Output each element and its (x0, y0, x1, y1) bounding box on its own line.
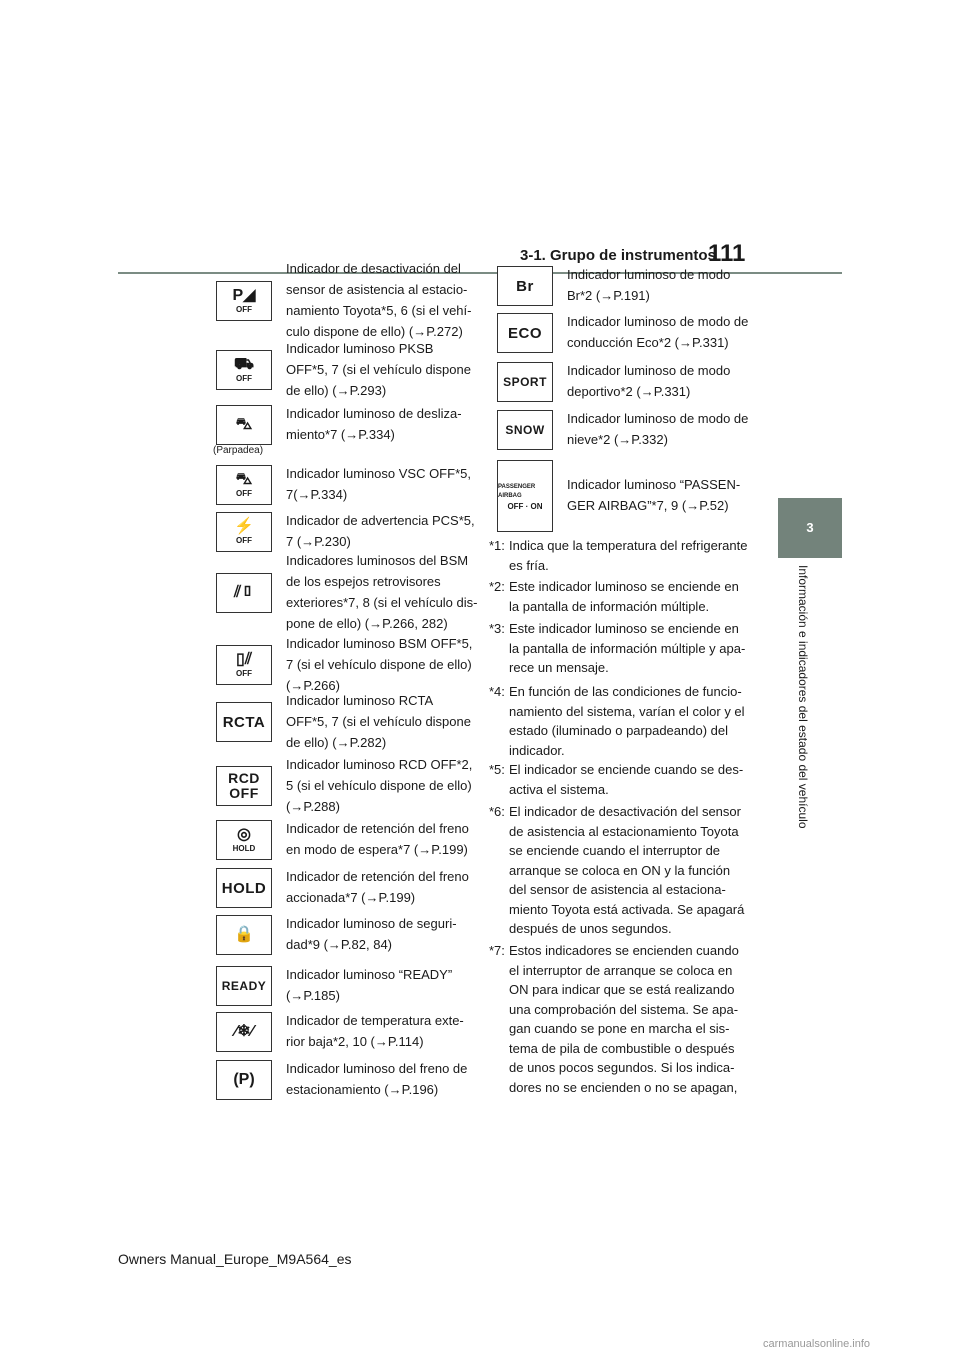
icon-glyph: P◢ (232, 287, 256, 304)
description-line: OFF*5, 7 (si el vehículo dispone (286, 361, 471, 377)
description-line: nieve*2 (→P.332) (567, 432, 668, 447)
footnote-line: Este indicador luminoso se enciende en (509, 621, 739, 636)
footnote-text (509, 536, 749, 575)
description-line: Indicador luminoso del freno de (286, 1061, 468, 1076)
br-mode-icon (497, 266, 553, 306)
description-line: Indicador luminoso VSC OFF*5, (286, 466, 471, 481)
section-title: 3-1. Grupo de instrumentos (520, 247, 716, 264)
description-line: Indicador de advertencia PCS*5, (286, 513, 475, 528)
footnote-line: activa el sistema. (509, 781, 609, 797)
icon-glyph: PASSENGER AIRBAG (498, 483, 536, 499)
vsc-off-icon (216, 465, 272, 505)
footnote-line: de asistencia al estacionamiento Toyota (509, 823, 739, 839)
footnote (489, 941, 749, 1097)
icon-glyph: SPORT (503, 375, 547, 389)
description-line: Indicador luminoso RCD OFF*2, (286, 756, 473, 772)
footnote-marker: *3: (489, 621, 505, 636)
icon-glyph: READY (221, 979, 267, 993)
description-line: Indicador luminoso de modo de (567, 411, 749, 426)
footnote-line: estado (iluminado o parpadeando) del (509, 723, 728, 738)
footnote (489, 760, 749, 799)
footnote-line: tema de pila de combustible o después (509, 1040, 735, 1056)
footnote-line: indicador. (509, 742, 565, 758)
description-line: dad*9 (→P.82, 84) (286, 937, 392, 952)
footnote-marker: *4: (489, 684, 505, 699)
indicator-description (286, 338, 481, 401)
indicator-description (286, 913, 481, 955)
footnote-line: miento Toyota está activada. Se apagará (509, 901, 745, 917)
footnote-line: ON para indicar que se está realizando (509, 982, 735, 997)
footnote-line: Indica que la temperatura del refrigerante (509, 538, 748, 553)
footnote-line: Este indicador luminoso se enciende en (509, 579, 739, 594)
icon-sub-label: OFF (236, 305, 252, 314)
description-line: GER AIRBAG”*7, 9 (→P.52) (567, 498, 729, 513)
footnote-line: una comprobación del sistema. Se apa- (509, 1001, 739, 1017)
icon-glyph: Br (516, 277, 534, 295)
icon-note: (Parpadea) (213, 445, 264, 456)
page-number: 111 (708, 240, 746, 267)
description-line: culo dispone de ello) (→P.272) (286, 324, 463, 339)
footnote (489, 802, 749, 939)
footnote (489, 536, 749, 575)
icon-glyph: (P) (233, 1070, 255, 1088)
watermark: carmanualsonline.info (763, 1338, 871, 1350)
description-line: exteriores*7, 8 (si el vehículo dis- (286, 595, 478, 610)
bsm-mirror-icon (216, 573, 272, 613)
icon-glyph: ▯⫽ (236, 651, 252, 668)
footnote-line: el interruptor de arranque se coloca en (509, 962, 733, 978)
indicator-description (286, 633, 481, 696)
parking-sensor-off-icon (216, 281, 272, 321)
footnote-line: se enciende cuando el interruptor de (509, 843, 721, 858)
icon-glyph: HOLD (221, 879, 267, 897)
description-line: en modo de espera*7 (→P.199) (286, 842, 468, 857)
footnote (489, 577, 749, 616)
icon-glyph: ECO (507, 324, 542, 342)
footnote-line: es fría. (509, 557, 549, 573)
indicator-description (286, 550, 481, 634)
footnote-text (509, 619, 749, 678)
description-line: deportivo*2 (→P.331) (567, 384, 691, 399)
icon-glyph: 🔒 (234, 925, 254, 943)
footnote-text (509, 577, 749, 616)
description-line: Indicador luminoso “READY” (286, 967, 453, 982)
description-line: OFF*5, 7 (si el vehículo dispone (286, 713, 471, 729)
pksb-off-icon (216, 350, 272, 390)
indicator-description (286, 1058, 481, 1100)
footnote-marker: *6: (489, 804, 505, 819)
indicator-description (286, 754, 481, 817)
icon-glyph: ⛟ (233, 356, 255, 373)
icon-glyph: ⚡ (234, 518, 254, 535)
indicator-description (567, 360, 767, 402)
footnote-line: arranque se coloca en ON y la función (509, 862, 731, 878)
footnote-text (509, 941, 749, 1097)
icon-glyph: RCTA (222, 713, 266, 731)
description-line: Indicador de temperatura exte- (286, 1013, 464, 1028)
footnote-line: dores no se encienden o no se apagan, (509, 1079, 738, 1095)
parking-brake-icon (216, 1060, 272, 1100)
icon-sub-label: OFF · ON (507, 501, 543, 511)
description-line: Indicador luminoso de modo (567, 267, 731, 282)
indicator-description (567, 474, 767, 516)
footnote-text (509, 760, 749, 799)
description-line: (→P.185) (286, 988, 340, 1003)
snow-mode-icon (497, 410, 553, 450)
description-line: Indicador luminoso de modo de (567, 314, 749, 329)
icon-glyph: ◎ (237, 826, 251, 843)
footnote-marker: *7: (489, 943, 505, 958)
icon-glyph: RCD (228, 770, 260, 786)
description-line: Indicador de desactivación del (286, 261, 461, 276)
description-line: de ello) (→P.293) (286, 382, 387, 398)
description-line: 7 (si el vehículo dispone de ello) (286, 656, 472, 672)
icon-sub-label: OFF (236, 374, 252, 383)
footnote-marker: *2: (489, 579, 505, 594)
description-line: estacionamiento (→P.196) (286, 1082, 439, 1097)
indicator-description (286, 258, 481, 342)
footnote-line: la pantalla de información múltiple. (509, 598, 710, 614)
chapter-tab: 3 (778, 498, 842, 558)
indicator-description (286, 463, 481, 505)
description-line: sensor de asistencia al estacio- (286, 282, 468, 297)
chapter-side-title: Información e indicadores del estado del vehículo (796, 565, 810, 829)
description-line: (→P.266) (286, 677, 340, 693)
sport-mode-icon (497, 362, 553, 402)
footnote-line: de unos pocos segundos. Si los indica- (509, 1060, 735, 1075)
icon-sub-label: OFF (236, 489, 252, 498)
footnote-line: Estos indicadores se encienden cuando (509, 943, 739, 958)
icon-glyph: ⁄❄⁄ (234, 1022, 254, 1040)
low-temperature-icon (216, 1012, 272, 1052)
indicator-description (286, 403, 481, 445)
description-line: Indicador luminoso de seguri- (286, 916, 457, 931)
description-line: Indicador luminoso “PASSEN- (567, 477, 741, 492)
footnote-marker: *1: (489, 538, 505, 553)
icon-sub-label: OFF (229, 785, 259, 801)
eco-mode-icon (497, 313, 553, 353)
description-line: namiento Toyota*5, 6 (si el vehí- (286, 303, 472, 318)
icon-glyph: SNOW (505, 423, 545, 437)
indicator-description (286, 818, 481, 860)
footnote-line: del sensor de asistencia al estaciona- (509, 882, 726, 897)
indicator-description (286, 964, 481, 1006)
ready-indicator-icon (216, 966, 272, 1006)
footnote-line: El indicador se enciende cuando se des- (509, 762, 744, 777)
brake-hold-active-icon (216, 868, 272, 908)
bsm-off-icon (216, 645, 272, 685)
footnote-line: namiento del sistema, varían el color y el (509, 703, 745, 719)
description-line: (→P.288) (286, 798, 340, 814)
footnote (489, 682, 749, 760)
icon-glyph: ⛍ (235, 415, 253, 433)
footnote-line: después de unos segundos. (509, 921, 672, 936)
icon-sub-label: HOLD (232, 844, 256, 853)
description-line: Indicadores luminosos del BSM (286, 553, 469, 568)
passenger-airbag-icon (497, 460, 553, 532)
description-line: miento*7 (→P.334) (286, 427, 395, 442)
icon-sub-label: OFF (236, 536, 252, 545)
description-line: Br*2 (→P.191) (567, 288, 650, 303)
description-line: rior baja*2, 10 (→P.114) (286, 1034, 424, 1049)
footnote (489, 619, 749, 678)
indicator-description (567, 408, 767, 450)
security-indicator-icon (216, 915, 272, 955)
footnote-text (509, 682, 749, 760)
description-line: conducción Eco*2 (→P.331) (567, 335, 729, 350)
description-line: 7 (→P.230) (286, 534, 351, 549)
indicator-description (286, 690, 481, 753)
description-line: Indicador luminoso de modo (567, 363, 731, 378)
indicator-description (286, 866, 481, 908)
pcs-warning-icon (216, 512, 272, 552)
description-line: pone de ello) (→P.266, 282) (286, 616, 448, 631)
slip-indicator-icon (216, 405, 272, 445)
rcd-off-icon (216, 766, 272, 806)
description-line: Indicador de retención del freno (286, 821, 469, 836)
icon-sub-label: OFF (236, 669, 252, 678)
icon-glyph: ⫽▯ (234, 583, 254, 601)
brake-hold-standby-icon (216, 820, 272, 860)
footer-text: Owners Manual_Europe_M9A564_es (118, 1251, 352, 1267)
description-line: accionada*7 (→P.199) (286, 890, 416, 905)
description-line: Indicador luminoso PKSB (286, 340, 434, 356)
indicator-description (567, 264, 767, 306)
indicator-description (286, 510, 481, 552)
footnote-line: gan cuando se pone en marcha el sis- (509, 1021, 730, 1036)
description-line: Indicador luminoso BSM OFF*5, (286, 635, 473, 651)
footnote-line: El indicador de desactivación del sensor (509, 804, 741, 819)
footnote-line: En función de las condiciones de funcio- (509, 684, 742, 699)
indicator-description (286, 1010, 481, 1052)
indicator-description (567, 311, 767, 353)
icon-glyph: ⛍ (235, 471, 253, 488)
footnote-line: la pantalla de información múltiple y apa- (509, 640, 746, 656)
description-line: Indicador luminoso de desliza- (286, 406, 462, 421)
footnote-marker: *5: (489, 762, 505, 777)
description-line: 5 (si el vehículo dispone de ello) (286, 777, 472, 793)
description-line: de ello) (→P.282) (286, 734, 387, 750)
description-line: Indicador de retención del freno (286, 869, 469, 884)
rcta-off-icon (216, 702, 272, 742)
description-line: de los espejos retrovisores (286, 574, 441, 589)
footnote-line: rece un mensaje. (509, 660, 609, 675)
description-line: 7(→P.334) (286, 487, 348, 502)
description-line: Indicador luminoso RCTA (286, 692, 434, 708)
footnote-text (509, 802, 749, 939)
